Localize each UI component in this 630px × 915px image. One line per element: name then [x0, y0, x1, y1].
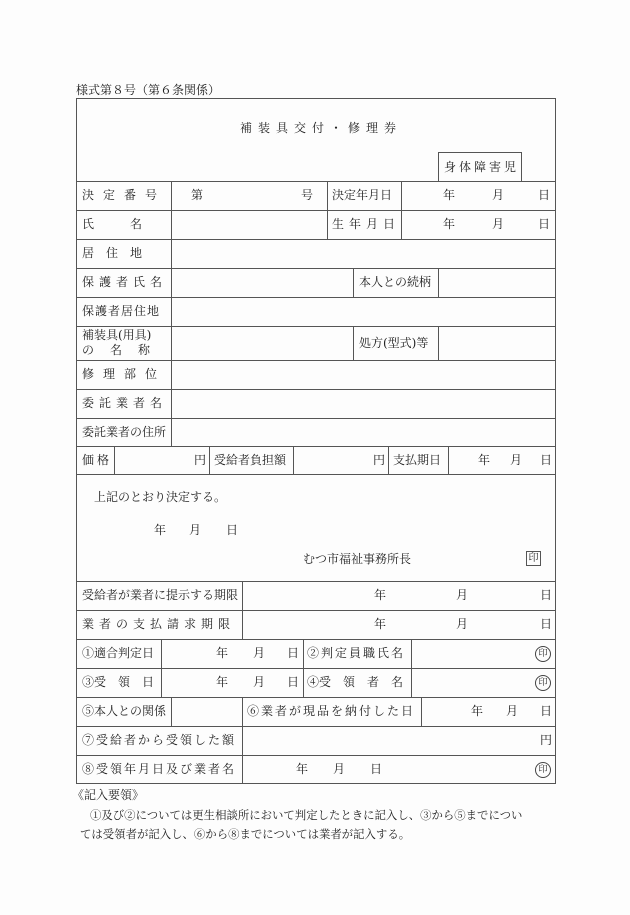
contractor-name-label: 委託業者名 [82, 396, 168, 410]
table-rule [388, 446, 389, 474]
birth-date-label: 生年月日 [332, 217, 401, 231]
table-rule [209, 446, 210, 474]
day-unit: 日 [540, 704, 553, 718]
decision-date-label: 決定年月日 [332, 188, 393, 202]
name-label: 氏 名 [82, 217, 143, 231]
table-rule [76, 726, 556, 727]
table-rule [327, 181, 328, 239]
address-label: 居 住 地 [82, 246, 143, 260]
table-rule [353, 326, 354, 360]
table-rule [76, 697, 556, 698]
issuer-name: むつ市福祉事務所長 [303, 552, 412, 566]
year-unit: 年 [154, 523, 167, 537]
judge-name-label: ②判定員職氏名 [307, 646, 406, 660]
day-unit: 日 [226, 523, 239, 537]
device-name-field[interactable] [173, 328, 351, 358]
address-field[interactable] [173, 241, 553, 266]
name-field[interactable] [173, 212, 325, 237]
fitting-date-label: ①適合判定日 [82, 646, 155, 660]
yen-unit: 円 [540, 733, 553, 747]
table-rule [448, 446, 449, 474]
guardian-name-field[interactable] [173, 270, 351, 295]
day-unit: 日 [538, 188, 551, 202]
day-unit: 日 [540, 617, 553, 631]
table-rule [76, 360, 556, 361]
price-field[interactable] [116, 448, 192, 472]
relationship-to-person-field[interactable] [173, 699, 240, 724]
year-unit: 年 [478, 453, 491, 467]
vendor-name-field[interactable] [390, 757, 525, 782]
notes-line-2: ては受領者が記入し、⑥から⑧までについては業者が記入する。 [80, 827, 411, 841]
year-unit: 年 [296, 762, 309, 776]
year-unit: 年 [374, 588, 387, 602]
year-unit: 年 [374, 617, 387, 631]
year-unit: 年 [443, 217, 456, 231]
table-rule [303, 639, 304, 697]
table-rule [293, 446, 294, 474]
burden-field[interactable] [295, 448, 371, 472]
year-unit: 年 [471, 704, 484, 718]
table-rule [76, 581, 556, 582]
table-rule [171, 697, 172, 726]
month-unit: 月 [189, 523, 202, 537]
billing-deadline-label: 業者の支払請求期限 [82, 617, 236, 631]
table-rule [76, 446, 556, 447]
form-reference: 様式第８号（第６条関係） [76, 83, 221, 97]
notes-line-1: ①及び②については更生相談所において判定したときに記入し、③から⑤までについ [90, 808, 523, 822]
table-rule [76, 610, 556, 611]
table-rule [421, 697, 422, 726]
price-label: 価格 [82, 453, 113, 467]
table-rule [438, 326, 439, 360]
receiver-name-label: ④受 領 者 名 [307, 675, 404, 689]
relationship-field[interactable] [440, 270, 554, 295]
month-unit: 月 [253, 675, 266, 689]
seal-circle-icon: 印 [535, 675, 551, 691]
table-rule [76, 181, 556, 182]
form-title: 補装具交付・修理券 [240, 121, 403, 135]
day-unit: 日 [540, 588, 553, 602]
device-name-label-2: の 名 称 [82, 343, 153, 357]
number-prefix: 第 [191, 188, 204, 202]
category-label: 身体障害児 [444, 160, 520, 174]
month-unit: 月 [253, 646, 266, 660]
day-unit: 日 [538, 217, 551, 231]
repair-part-field[interactable] [173, 362, 553, 387]
month-unit: 月 [333, 762, 346, 776]
day-unit: 日 [370, 762, 383, 776]
day-unit: 日 [540, 453, 553, 467]
contractor-address-label: 委託業者の住所 [82, 425, 167, 439]
present-deadline-label: 受給者が業者に提示する期限 [82, 588, 239, 602]
month-unit: 月 [492, 217, 505, 231]
repair-part-label: 修理部位 [82, 367, 167, 381]
month-unit: 月 [492, 188, 505, 202]
table-rule [401, 181, 402, 239]
seal-circle-icon: 印 [535, 646, 551, 662]
received-amount-label: ⑦受給者から受領した額 [82, 733, 237, 747]
yen-unit: 円 [373, 453, 386, 467]
table-rule [114, 446, 115, 474]
relationship-to-person-label: ⑤本人との関係 [82, 704, 167, 718]
table-rule [353, 268, 354, 297]
day-unit: 日 [287, 646, 300, 660]
notes-heading: 《記入要領》 [72, 788, 145, 802]
table-rule [76, 239, 556, 240]
prescription-field[interactable] [440, 328, 554, 358]
year-unit: 年 [216, 675, 229, 689]
number-suffix: 号 [301, 188, 314, 202]
month-unit: 月 [510, 453, 523, 467]
table-rule [76, 474, 556, 475]
table-rule [411, 639, 412, 697]
table-rule [76, 268, 556, 269]
guardian-name-label: 保護者氏名 [82, 275, 168, 289]
contractor-name-field[interactable] [173, 391, 553, 416]
receipt-vendor-label: ⑧受領年月日及び業者名 [82, 762, 237, 776]
guardian-address-field[interactable] [173, 299, 553, 324]
table-rule [76, 668, 556, 669]
month-unit: 月 [456, 588, 469, 602]
judge-name-field[interactable] [413, 641, 523, 666]
month-unit: 月 [506, 704, 519, 718]
year-unit: 年 [216, 646, 229, 660]
table-rule [171, 181, 172, 446]
receipt-date-label: ③受 領 日 [82, 675, 155, 689]
contractor-address-field[interactable] [173, 420, 553, 444]
payment-date-label: 支払期日 [393, 453, 442, 467]
guardian-address-label: 保護者居住地 [82, 304, 161, 318]
decision-number-label: 決定番号 [82, 188, 167, 202]
prescription-label: 処方(型式)等 [359, 336, 429, 350]
table-rule [76, 297, 556, 298]
relationship-label: 本人との続柄 [359, 275, 432, 289]
day-unit: 日 [287, 675, 300, 689]
month-unit: 月 [456, 617, 469, 631]
year-unit: 年 [443, 188, 456, 202]
delivery-date-label: ⑥業者が現品を納付した日 [247, 704, 416, 718]
table-rule [438, 268, 439, 297]
decision-statement: 上記のとおり決定する。 [94, 490, 227, 504]
table-rule [76, 755, 556, 756]
seal-square-icon: 印 [526, 551, 541, 566]
seal-circle-icon: 印 [535, 762, 551, 778]
table-rule [76, 389, 556, 390]
table-rule [161, 639, 162, 697]
receiver-name-field[interactable] [413, 670, 523, 695]
device-name-label-1: 補装具(用具) [82, 328, 152, 342]
yen-unit: 円 [194, 453, 207, 467]
table-rule [242, 581, 243, 639]
received-amount-field[interactable] [244, 728, 534, 753]
table-rule [76, 639, 556, 640]
burden-label: 受給者負担額 [214, 453, 287, 467]
table-rule [242, 697, 243, 726]
table-rule [76, 418, 556, 419]
table-rule [76, 210, 556, 211]
table-rule [76, 326, 556, 327]
decision-number-field[interactable] [214, 184, 294, 208]
table-rule [242, 726, 243, 784]
